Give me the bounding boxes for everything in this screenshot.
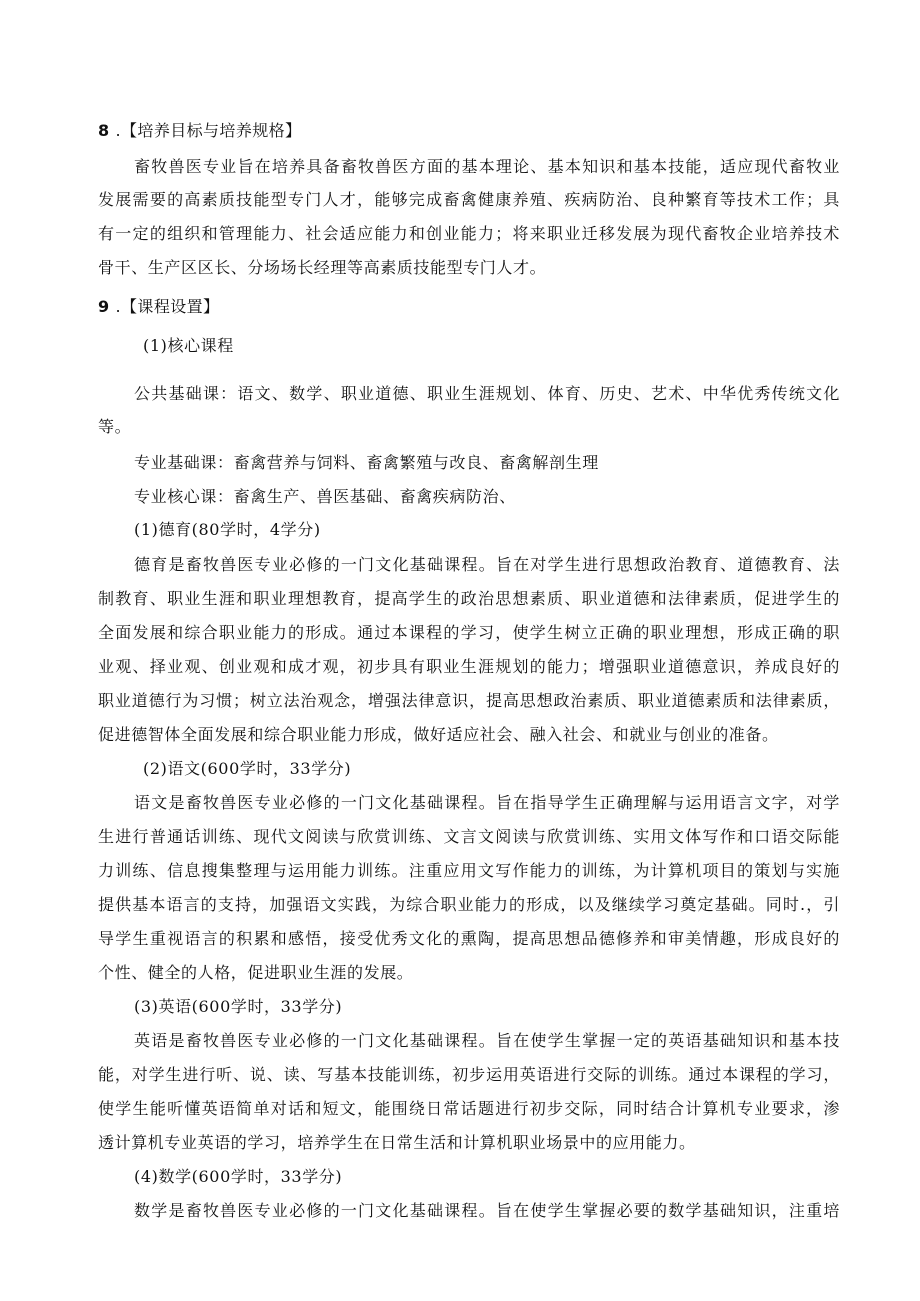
paragraph-line: 英语是畜牧兽医专业必修的一门文化基础课程。旨在使学生掌握一定的英语基础知识和基本技	[134, 1031, 840, 1050]
course-heading-math: (4)数学(600学时，33学分)	[134, 1167, 343, 1186]
section-8-heading	[98, 121, 301, 141]
paragraph-line: 个性、健全的人格，促进职业生涯的发展。	[98, 963, 414, 982]
paragraph-line: 职业道德行为习惯；树立法治观念，增强法律意识，提高思想政治素质、职业道德素质和法律素质，	[98, 691, 840, 710]
course-heading-moral: (1)德育(80学时，4学分)	[134, 520, 321, 539]
paragraph-line: 骨干、生产区区长、分场场长经理等高素质技能型专门人才。	[98, 258, 547, 277]
section-8-number: 8	[98, 121, 110, 140]
paragraph-line: 力训练、信息搜集整理与运用能力训练。注重应用文写作能力的训练，为计算机项目的策划与实施	[98, 861, 840, 880]
paragraph-line: 导学生重视语言的积累和感悟，接受优秀文化的熏陶，提高思想品德修养和审美情趣，形成良好的	[98, 929, 840, 948]
paragraph-line: 提供基本语言的支持，加强语文实践，为综合职业能力的形成，以及继续学习奠定基础。同时.，引	[98, 895, 840, 914]
section-8-title: .【培养目标与培养规格】	[115, 121, 302, 140]
course-heading-chinese: (2)语文(600学时，33学分)	[143, 759, 352, 778]
paragraph-line: 透计算机专业英语的学习，培养学生在日常生活和计算机职业场景中的应用能力。	[98, 1133, 696, 1152]
public-courses-line: 公共基础课：语文、数学、职业道德、职业生涯规划、体育、历史、艺术、中华优秀传统文化	[134, 384, 840, 403]
paragraph-line: 使学生能听懂英语简单对话和短文，能围绕日常话题进行初步交际，同时结合计算机专业要求，渗	[98, 1099, 840, 1118]
paragraph-line: 业观、择业观、创业观和成才观，初步具有职业生涯规划的能力；增强职业道德意识，养成良好的	[98, 657, 840, 676]
professional-basic-courses: 专业基础课：畜禽营养与饲料、畜禽繁殖与改良、畜禽解剖生理	[134, 453, 599, 472]
paragraph-line: 全面发展和综合职业能力的形成。通过本课程的学习，使学生树立正确的职业理想，形成正确的职	[98, 623, 840, 642]
core-course-heading: (1)核心课程	[143, 336, 234, 355]
paragraph-line: 能，对学生进行听、说、读、写基本技能训练，初步运用英语进行交际的训练。通过本课程的学习，	[98, 1065, 840, 1084]
paragraph-line: 语文是畜牧兽医专业必修的一门文化基础课程。旨在指导学生正确理解与运用语言文字，对学	[134, 793, 840, 812]
paragraph-line: 制教育、职业生涯和职业理想教育，提高学生的政治思想素质、职业道德和法律素质，促进学生的	[98, 589, 840, 608]
paragraph-line: 发展需要的高素质技能型专门人才，能够完成畜禽健康养殖、疾病防治、良种繁育等技术工作；具	[98, 190, 840, 209]
section-9-title: .【课程设置】	[115, 297, 220, 316]
paragraph-line: 促进德智体全面发展和综合职业能力形成，做好适应社会、融入社会、和就业与创业的准备。	[98, 725, 779, 744]
section-9-heading	[98, 297, 219, 317]
paragraph-line: 德育是畜牧兽医专业必修的一门文化基础课程。旨在对学生进行思想政治教育、道德教育、法	[134, 555, 840, 574]
paragraph-line: 生进行普通话训练、现代文阅读与欣赏训练、文言文阅读与欣赏训练、实用文体写作和口语交际能	[98, 827, 840, 846]
course-heading-english: (3)英语(600学时，33学分)	[134, 997, 343, 1016]
public-courses-line: 等。	[98, 417, 132, 436]
professional-core-courses: 专业核心课：畜禽生产、兽医基础、畜禽疾病防治、	[134, 487, 516, 506]
paragraph-line: 畜牧兽医专业旨在培养具备畜牧兽医方面的基本理论、基本知识和基本技能，适应现代畜牧业	[134, 157, 840, 176]
section-9-number: 9	[98, 297, 110, 316]
paragraph-line: 数学是畜牧兽医专业必修的一门文化基础课程。旨在使学生掌握必要的数学基础知识，注重培	[134, 1201, 840, 1220]
paragraph-line: 有一定的组织和管理能力、社会适应能力和创业能力；将来职业迁移发展为现代畜牧企业培养技术	[98, 224, 840, 243]
